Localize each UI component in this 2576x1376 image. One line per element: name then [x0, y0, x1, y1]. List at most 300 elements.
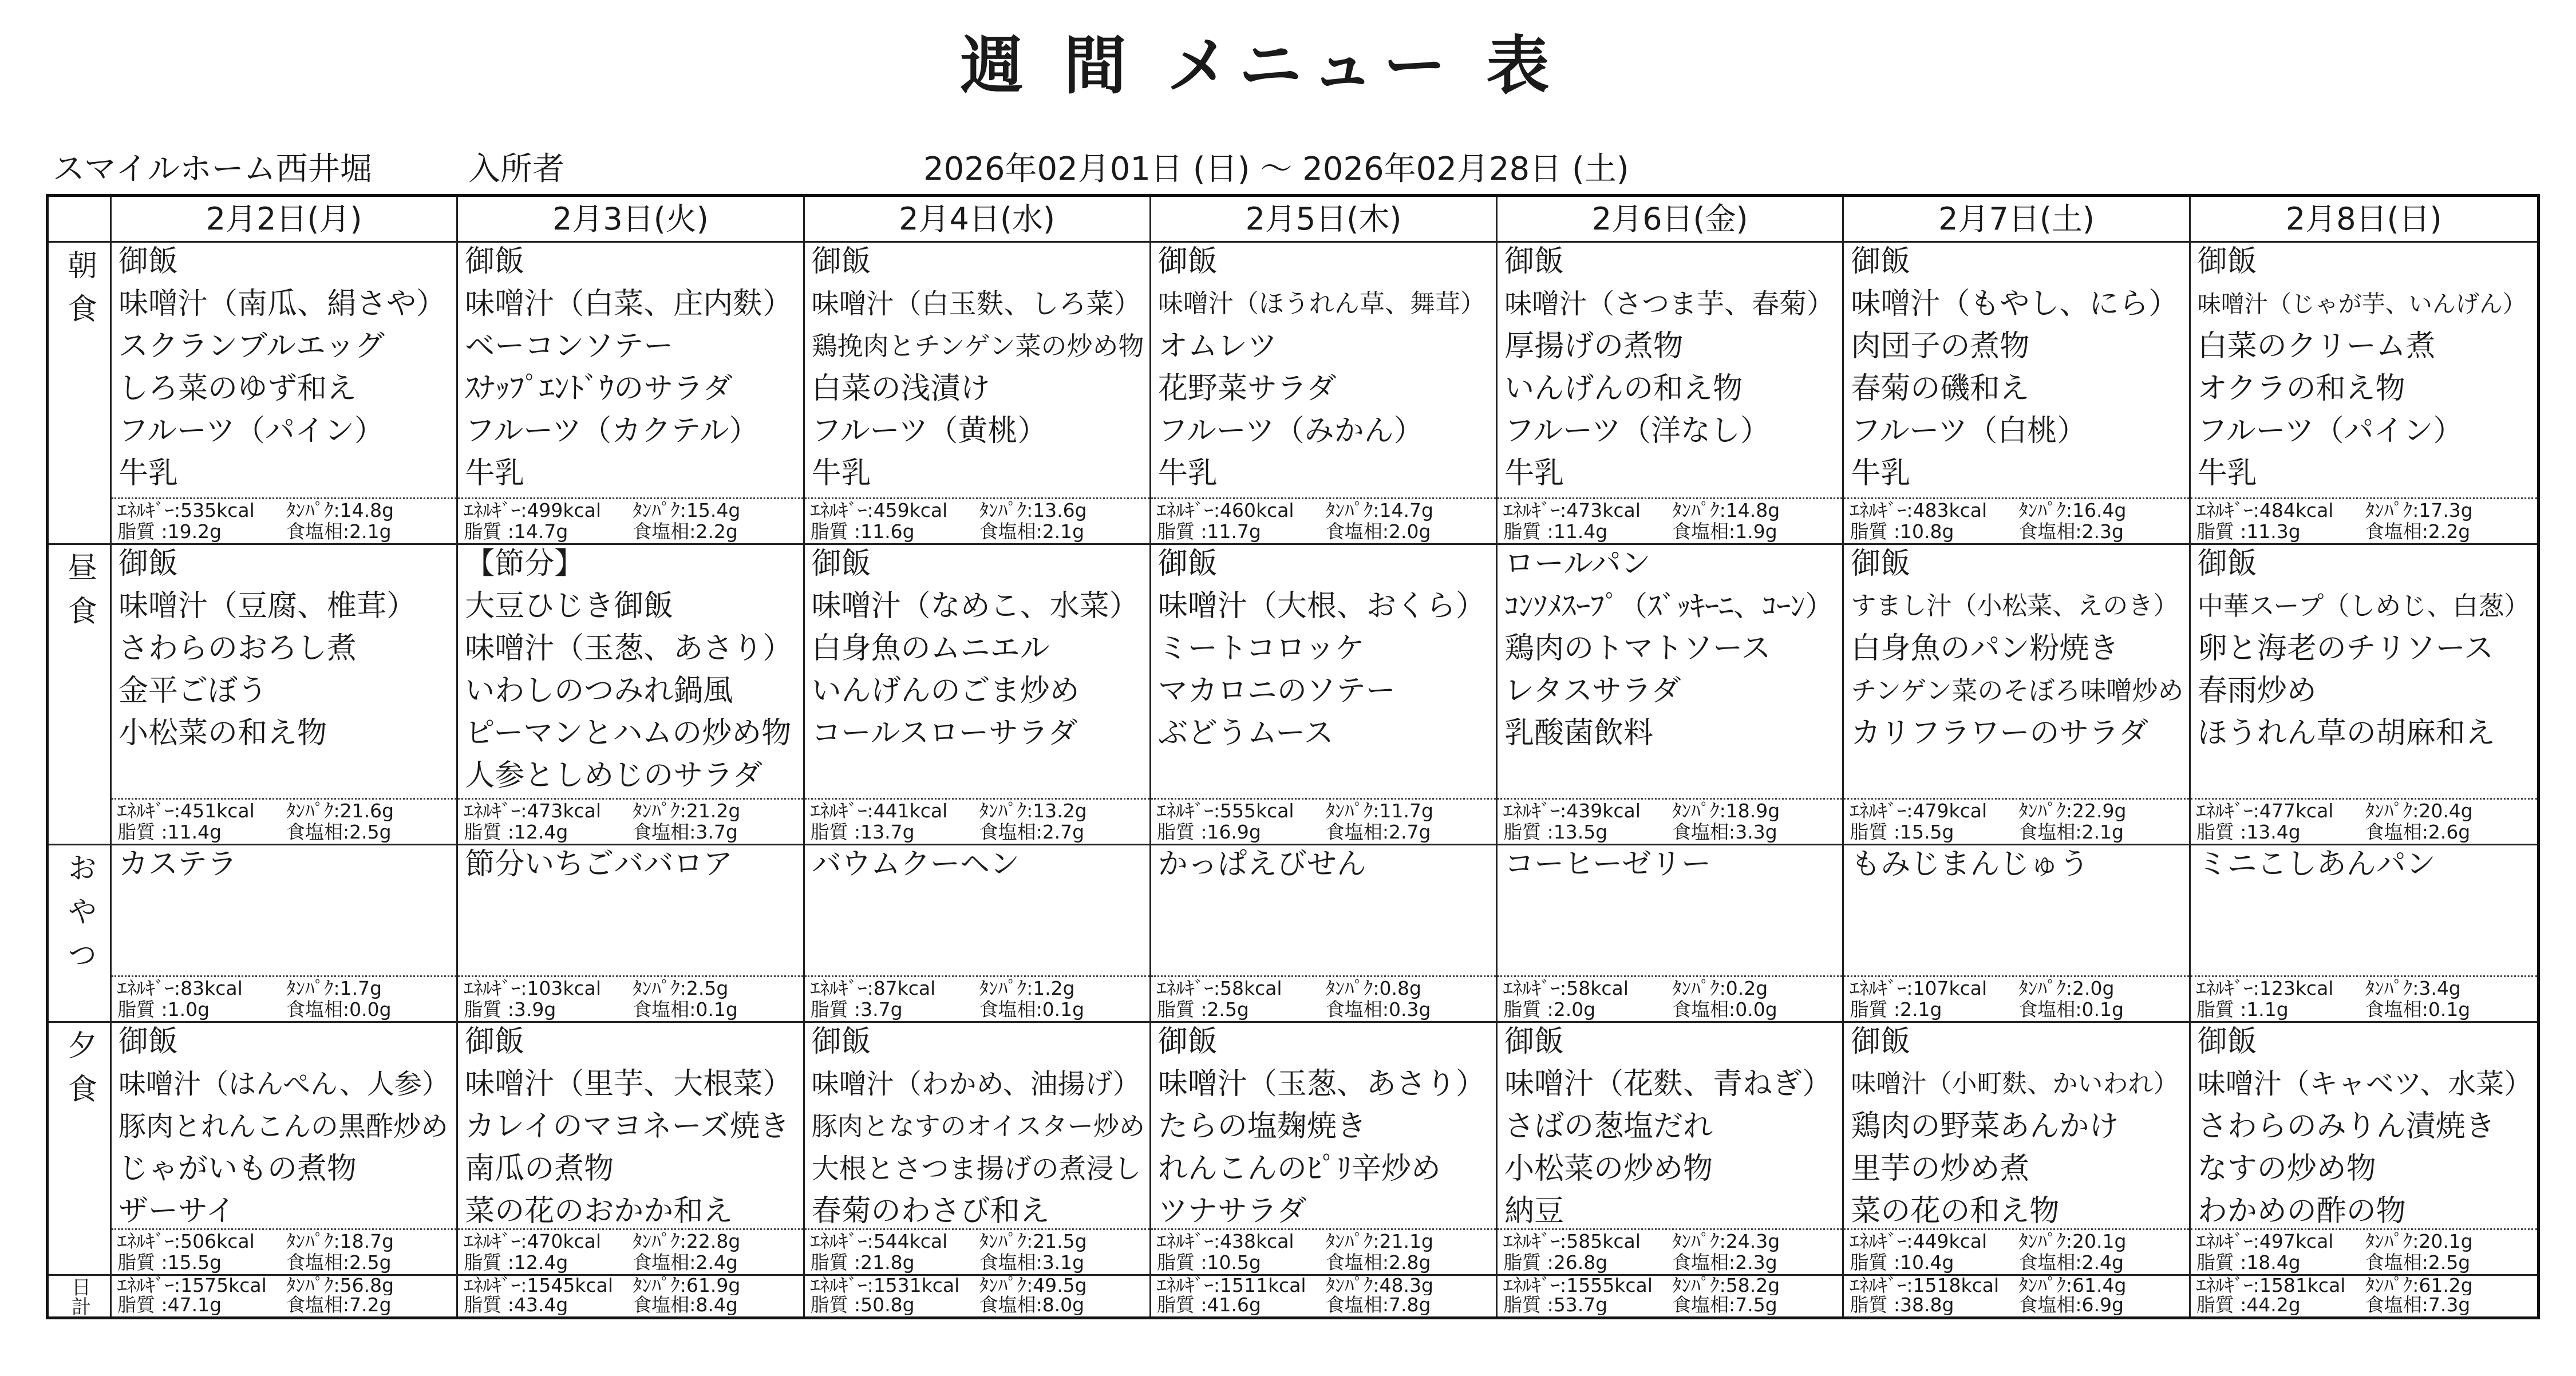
- protein-value: 13.2g: [1033, 800, 1087, 821]
- menu-item: 御飯: [2197, 244, 2257, 279]
- salt-entry: [979, 521, 1148, 542]
- fat-label: 脂質 :: [1156, 1295, 1207, 1315]
- nutrition-info: [2191, 497, 2537, 543]
- salt-value: 2.7g: [1388, 821, 1431, 843]
- energy-label: ｴﾈﾙｷﾞｰ:: [1850, 1276, 1913, 1295]
- nutrition-line: [458, 800, 803, 821]
- menu-item: ミニこしあんパン: [2197, 847, 2436, 881]
- energy-entry: [1850, 978, 2013, 999]
- page-title: 週 間 メニュー 表: [960, 29, 1559, 102]
- energy-entry: [2196, 1231, 2360, 1252]
- protein-entry: [633, 1231, 801, 1252]
- protein-entry: [979, 1231, 1148, 1252]
- fat-value: 12.4g: [513, 821, 568, 843]
- salt-value: 2.5g: [349, 1252, 392, 1273]
- daily-total-label-text: 日計: [68, 1277, 91, 1316]
- menu-item: 牛乳: [1504, 456, 1564, 491]
- protein-value: 14.8g: [339, 500, 394, 521]
- menu-item: 春雨炒め: [2197, 674, 2317, 708]
- nutrition-line: [1151, 1252, 1496, 1273]
- menu-item: 花野菜サラダ: [1157, 371, 1337, 406]
- salt-entry: [1326, 521, 1495, 542]
- energy-value: 1531kcal: [873, 1276, 960, 1295]
- fat-entry: [1157, 821, 1320, 843]
- menu-items: [1498, 1023, 1842, 1232]
- menu-items: [1151, 845, 1496, 885]
- menu-item: チンゲン菜のそぼろ味噌炒め: [1851, 675, 2184, 706]
- salt-label: 食塩相:: [1325, 521, 1389, 542]
- menu-item: しろ菜のゆず和え: [118, 371, 357, 406]
- protein-entry: [633, 500, 801, 521]
- energy-label: ｴﾈﾙｷﾞｰ:: [117, 978, 181, 999]
- protein-value: 61.2g: [2419, 1276, 2473, 1295]
- salt-entry: [979, 821, 1148, 843]
- energy-entry: [117, 1231, 280, 1252]
- menu-items: [112, 243, 456, 495]
- fat-label: 脂質 :: [1850, 521, 1901, 542]
- energy-value: 1581kcal: [2259, 1276, 2346, 1295]
- menu-item: 鶏肉の野菜あんかけ: [1851, 1109, 2119, 1144]
- salt-value: 2.6g: [2428, 821, 2471, 843]
- nutrition-info: [2191, 1228, 2537, 1274]
- protein-label: ﾀﾝﾊﾟｸ:: [2018, 1231, 2073, 1252]
- salt-entry: [2365, 821, 2534, 843]
- salt-entry: [633, 1252, 801, 1273]
- salt-value: 0.0g: [1735, 999, 1777, 1020]
- energy-label: ｴﾈﾙｷﾞｰ:: [810, 1231, 874, 1252]
- nutrition-info: [112, 497, 456, 543]
- energy-value: 479kcal: [1913, 800, 1988, 821]
- menu-item: カステラ: [118, 847, 237, 881]
- energy-entry: [2196, 800, 2360, 821]
- meal-cell: [1151, 243, 1498, 545]
- nutrition-line: [1498, 1276, 1842, 1295]
- energy-entry: [2196, 1276, 2360, 1295]
- protein-entry: [2365, 1231, 2534, 1252]
- menu-item: 牛乳: [811, 456, 871, 491]
- nutrition-line: [2191, 1295, 2537, 1315]
- protein-label: ﾀﾝﾊﾟｸ:: [1325, 1231, 1380, 1252]
- protein-value: 0.2g: [1725, 978, 1768, 999]
- salt-value: 6.9g: [2081, 1295, 2124, 1315]
- protein-label: ﾀﾝﾊﾟｸ:: [2018, 500, 2073, 521]
- energy-value: 1518kcal: [1913, 1276, 2000, 1295]
- salt-label: 食塩相:: [979, 1252, 1042, 1273]
- menu-item: ぶどうムース: [1157, 716, 1334, 750]
- menu-item: 小松菜の炒め物: [1504, 1152, 1713, 1186]
- nutrition-line: [1151, 1276, 1496, 1295]
- salt-value: 2.0g: [1388, 521, 1431, 542]
- fat-value: 47.1g: [167, 1295, 222, 1315]
- nutrition-info: [112, 975, 456, 1021]
- protein-entry: [2018, 978, 2187, 999]
- protein-value: 21.2g: [686, 800, 741, 821]
- nutrition-line: [805, 521, 1149, 542]
- energy-value: 470kcal: [527, 1231, 602, 1252]
- energy-value: 585kcal: [1566, 1231, 1641, 1252]
- fat-entry: [1850, 1295, 2013, 1315]
- protein-entry: [2365, 500, 2534, 521]
- protein-entry: [286, 1276, 455, 1295]
- nutrition-line: [1151, 999, 1496, 1020]
- energy-label: ｴﾈﾙｷﾞｰ:: [1850, 1231, 1913, 1252]
- energy-entry: [1503, 500, 1666, 521]
- fat-entry: [1503, 1252, 1666, 1273]
- energy-entry: [117, 978, 280, 999]
- nutrition-line: [805, 1276, 1149, 1295]
- energy-entry: [1503, 800, 1666, 821]
- salt-value: 2.5g: [2428, 1252, 2471, 1273]
- energy-label: ｴﾈﾙｷﾞｰ:: [1850, 800, 1913, 821]
- meal-cell: [1151, 545, 1498, 845]
- nutrition-info: [458, 798, 803, 844]
- salt-value: 0.1g: [2081, 999, 2124, 1020]
- energy-entry: [1157, 978, 1320, 999]
- protein-value: 15.4g: [686, 500, 741, 521]
- menu-item: 御飯: [1851, 547, 1911, 581]
- day-header: 2月2日(月): [112, 197, 458, 243]
- salt-label: 食塩相:: [979, 821, 1042, 843]
- fat-value: 3.9g: [513, 999, 556, 1020]
- salt-value: 2.4g: [696, 1252, 738, 1273]
- menu-item: ほうれん草の胡麻和え: [2197, 716, 2495, 750]
- energy-entry: [2196, 500, 2360, 521]
- protein-label: ﾀﾝﾊﾟｸ:: [2365, 800, 2419, 821]
- fat-label: 脂質 :: [117, 521, 168, 542]
- fat-label: 脂質 :: [117, 1295, 168, 1315]
- nutrition-line: [1844, 800, 2188, 821]
- menu-item: さばの葱塩だれ: [1504, 1109, 1713, 1144]
- salt-label: 食塩相:: [979, 1295, 1042, 1315]
- menu-item: カリフラワーのサラダ: [1851, 716, 2148, 750]
- menu-item: 御飯: [2197, 547, 2257, 581]
- protein-label: ﾀﾝﾊﾟｸ:: [1672, 500, 1726, 521]
- menu-item: レタスサラダ: [1504, 674, 1681, 708]
- nutrition-line: [1844, 1252, 2188, 1273]
- salt-value: 2.2g: [696, 521, 738, 542]
- nutrition-line: [805, 1252, 1149, 1273]
- menu-item: 白菜の浅漬け: [811, 371, 990, 406]
- nutrition-info: [112, 1276, 456, 1316]
- protein-value: 2.5g: [686, 978, 729, 999]
- menu-item: 牛乳: [1157, 456, 1218, 491]
- protein-value: 16.4g: [2072, 500, 2127, 521]
- nutrition-line: [1498, 521, 1842, 542]
- menu-item: 御飯: [811, 547, 871, 581]
- menu-item: 味噌汁（花麩、青ねぎ）: [1504, 1067, 1832, 1101]
- energy-entry: [1157, 1231, 1320, 1252]
- menu-item: カレイのマヨネーズ焼き: [465, 1109, 790, 1144]
- energy-label: ｴﾈﾙｷﾞｰ:: [117, 800, 181, 821]
- menu-item: 南瓜の煮物: [465, 1152, 614, 1186]
- meal-cell: [1151, 1023, 1498, 1276]
- salt-label: 食塩相:: [1325, 1295, 1389, 1315]
- nutrition-line: [805, 999, 1149, 1020]
- salt-label: 食塩相:: [286, 1252, 350, 1273]
- menu-item: 肉団子の煮物: [1851, 329, 2030, 363]
- menu-items: [1151, 1023, 1496, 1232]
- daily-total-cell: [112, 1276, 458, 1316]
- meal-cell: [2191, 1023, 2537, 1276]
- fat-entry: [811, 1295, 974, 1315]
- meal-label-text: 朝食: [62, 250, 97, 337]
- salt-label: 食塩相:: [1672, 821, 1736, 843]
- salt-label: 食塩相:: [1672, 1252, 1736, 1273]
- salt-value: 0.1g: [2428, 999, 2471, 1020]
- menu-item: 牛乳: [118, 456, 179, 491]
- menu-items: [1844, 545, 2188, 754]
- menu-item: 味噌汁（わかめ、油揚げ）: [811, 1068, 1140, 1100]
- menu-item: 白身魚のムニエル: [811, 631, 1050, 666]
- nutrition-line: [1844, 978, 2188, 999]
- energy-label: ｴﾈﾙｷﾞｰ:: [1156, 1276, 1220, 1295]
- menu-item: いわしのつみれ鍋風: [465, 674, 733, 708]
- salt-value: 2.5g: [349, 821, 392, 843]
- fat-entry: [1503, 999, 1666, 1020]
- salt-value: 2.3g: [1735, 1252, 1777, 1273]
- meal-cell: [112, 845, 458, 1023]
- meal-cell: [112, 1023, 458, 1276]
- menu-item: 御飯: [465, 1025, 525, 1059]
- menu-item: いんげんのごま炒め: [811, 674, 1080, 708]
- fat-value: 2.5g: [1207, 999, 1249, 1020]
- nutrition-line: [805, 978, 1149, 999]
- menu-item: オクラの和え物: [2197, 371, 2405, 406]
- fat-entry: [117, 1252, 280, 1273]
- nutrition-line: [458, 821, 803, 843]
- menu-item: 小松菜の和え物: [118, 716, 327, 750]
- menu-item: オムレツ: [1157, 329, 1277, 363]
- menu-item: マカロニのソテー: [1157, 674, 1396, 708]
- energy-value: 477kcal: [2259, 800, 2334, 821]
- energy-label: ｴﾈﾙｷﾞｰ:: [464, 500, 527, 521]
- energy-entry: [464, 1276, 627, 1295]
- nutrition-line: [1498, 978, 1842, 999]
- protein-label: ﾀﾝﾊﾟｸ:: [979, 800, 1033, 821]
- fat-entry: [464, 821, 627, 843]
- nutrition-line: [112, 999, 456, 1020]
- protein-entry: [979, 500, 1148, 521]
- meal-cell: [1498, 1023, 1844, 1276]
- energy-label: ｴﾈﾙｷﾞｰ:: [1156, 978, 1220, 999]
- fat-entry: [117, 1295, 280, 1315]
- energy-entry: [1850, 800, 2013, 821]
- energy-entry: [1850, 1276, 2013, 1295]
- energy-label: ｴﾈﾙｷﾞｰ:: [1503, 1231, 1567, 1252]
- energy-entry: [464, 500, 627, 521]
- fat-value: 3.7g: [860, 999, 903, 1020]
- fat-entry: [811, 821, 974, 843]
- menu-item: じゃがいもの煮物: [118, 1152, 357, 1186]
- protein-value: 58.2g: [1725, 1276, 1780, 1295]
- salt-entry: [633, 521, 801, 542]
- menu-table: [46, 194, 2540, 1319]
- protein-label: ﾀﾝﾊﾟｸ:: [1325, 978, 1380, 999]
- fat-label: 脂質 :: [1503, 1295, 1554, 1315]
- nutrition-info: [458, 1228, 803, 1274]
- menu-item: ピーマンとハムの炒め物: [465, 716, 792, 750]
- salt-entry: [2018, 521, 2187, 542]
- nutrition-line: [1844, 821, 2188, 843]
- salt-value: 1.9g: [1735, 521, 1777, 542]
- day-header: 2月3日(火): [458, 197, 804, 243]
- nutrition-info: [458, 1276, 803, 1316]
- salt-label: 食塩相:: [286, 999, 350, 1020]
- energy-value: 123kcal: [2259, 978, 2334, 999]
- salt-value: 0.1g: [1042, 999, 1085, 1020]
- daily-total-cell: [2191, 1276, 2537, 1316]
- energy-label: ｴﾈﾙｷﾞｰ:: [1850, 500, 1913, 521]
- energy-entry: [1157, 500, 1320, 521]
- nutrition-line: [2191, 1276, 2537, 1295]
- nutrition-line: [112, 521, 456, 542]
- salt-label: 食塩相:: [633, 1295, 696, 1315]
- meal-cell: [1844, 845, 2190, 1023]
- protein-label: ﾀﾝﾊﾟｸ:: [2018, 1276, 2073, 1295]
- energy-label: ｴﾈﾙｷﾞｰ:: [1156, 800, 1220, 821]
- salt-label: 食塩相:: [633, 821, 696, 843]
- energy-entry: [811, 1231, 974, 1252]
- fat-entry: [811, 1252, 974, 1273]
- menu-item: 御飯: [1504, 1025, 1564, 1059]
- fat-value: 43.4g: [513, 1295, 568, 1315]
- menu-items: [458, 243, 803, 495]
- menu-item: 豚肉とれんこんの黒酢炒め: [118, 1110, 449, 1142]
- fat-entry: [464, 1295, 627, 1315]
- fat-label: 脂質 :: [464, 999, 514, 1020]
- protein-entry: [1672, 1231, 1841, 1252]
- energy-value: 438kcal: [1219, 1231, 1294, 1252]
- protein-value: 14.8g: [1725, 500, 1780, 521]
- menu-item: 味噌汁（豆腐、椎茸）: [118, 589, 417, 623]
- energy-label: ｴﾈﾙｷﾞｰ:: [2196, 1276, 2259, 1295]
- salt-label: 食塩相:: [2018, 1252, 2082, 1273]
- protein-value: 11.7g: [1379, 800, 1433, 821]
- fat-value: 10.8g: [1900, 521, 1954, 542]
- protein-label: ﾀﾝﾊﾟｸ:: [286, 978, 340, 999]
- protein-label: ﾀﾝﾊﾟｸ:: [2018, 978, 2073, 999]
- nutrition-info: [1151, 497, 1496, 543]
- salt-value: 0.1g: [696, 999, 738, 1020]
- meal-cell: [805, 1023, 1151, 1276]
- energy-entry: [117, 1276, 280, 1295]
- menu-item: 大根とさつま揚げの煮浸し: [811, 1153, 1141, 1185]
- meal-cell: [1844, 1023, 2190, 1276]
- menu-item: ｽﾅｯﾌﾟｴﾝﾄﾞｳのサラダ: [465, 371, 733, 406]
- salt-label: 食塩相:: [2365, 1252, 2428, 1273]
- energy-value: 555kcal: [1219, 800, 1294, 821]
- menu-items: [1844, 845, 2188, 885]
- nutrition-line: [1844, 521, 2188, 542]
- energy-label: ｴﾈﾙｷﾞｰ:: [464, 1276, 527, 1295]
- menu-items: [1151, 545, 1496, 754]
- menu-item: 味噌汁（じゃが芋、いんげん）: [2197, 290, 2526, 318]
- fat-entry: [2196, 1295, 2360, 1315]
- protein-entry: [2365, 978, 2534, 999]
- menu-items: [805, 243, 1149, 495]
- menu-item: ベーコンソテー: [465, 329, 674, 363]
- menu-item: コーヒーゼリー: [1504, 847, 1712, 881]
- menu-items: [805, 1023, 1149, 1232]
- fat-entry: [1157, 999, 1320, 1020]
- menu-item: 春菊のわさび和え: [811, 1194, 1050, 1228]
- salt-label: 食塩相:: [286, 1295, 350, 1315]
- menu-item: 味噌汁（南瓜、絹さや）: [118, 287, 447, 321]
- menu-item: 乳酸菌飲料: [1504, 716, 1654, 750]
- energy-label: ｴﾈﾙｷﾞｰ:: [2196, 978, 2259, 999]
- nutrition-info: [1498, 1276, 1842, 1316]
- energy-entry: [1503, 1231, 1666, 1252]
- nutrition-line: [458, 999, 803, 1020]
- protein-label: ﾀﾝﾊﾟｸ:: [286, 1231, 340, 1252]
- energy-value: 441kcal: [873, 800, 948, 821]
- protein-label: ﾀﾝﾊﾟｸ:: [1325, 1276, 1380, 1295]
- salt-entry: [1672, 999, 1841, 1020]
- menu-item: れんこんのﾋﾟﾘ辛炒め: [1157, 1152, 1441, 1186]
- menu-item: 御飯: [2197, 1025, 2257, 1059]
- fat-value: 19.2g: [167, 521, 222, 542]
- fat-entry: [1850, 521, 2013, 542]
- energy-label: ｴﾈﾙｷﾞｰ:: [117, 1231, 181, 1252]
- meal-cell: [805, 545, 1151, 845]
- salt-value: 3.1g: [1042, 1252, 1085, 1273]
- meal-cell: [1498, 845, 1844, 1023]
- meal-cell: [805, 243, 1151, 545]
- nutrition-info: [1844, 497, 2188, 543]
- fat-entry: [1850, 999, 2013, 1020]
- menu-item: さわらのおろし煮: [118, 631, 357, 666]
- protein-value: 61.9g: [686, 1276, 741, 1295]
- protein-value: 0.8g: [1379, 978, 1421, 999]
- nutrition-line: [458, 1295, 803, 1315]
- salt-entry: [2365, 1252, 2534, 1273]
- fat-value: 21.8g: [860, 1252, 915, 1273]
- energy-value: 451kcal: [180, 800, 255, 821]
- energy-label: ｴﾈﾙｷﾞｰ:: [810, 1276, 874, 1295]
- salt-value: 2.1g: [1042, 521, 1085, 542]
- menu-item: 菜の花のおかか和え: [465, 1194, 733, 1228]
- nutrition-line: [805, 821, 1149, 843]
- protein-label: ﾀﾝﾊﾟｸ:: [2365, 1231, 2419, 1252]
- nutrition-line: [1498, 500, 1842, 521]
- nutrition-line: [1151, 821, 1496, 843]
- nutrition-info: [1498, 975, 1842, 1021]
- protein-value: 61.4g: [2072, 1276, 2127, 1295]
- nutrition-info: [1151, 1228, 1496, 1274]
- nutrition-line: [1151, 800, 1496, 821]
- fat-entry: [1850, 1252, 2013, 1273]
- nutrition-line: [1844, 1231, 2188, 1252]
- energy-value: 459kcal: [873, 500, 948, 521]
- menu-item: 味噌汁（なめこ、水菜）: [811, 589, 1139, 623]
- fat-label: 脂質 :: [1850, 821, 1901, 843]
- fat-value: 14.7g: [513, 521, 568, 542]
- fat-entry: [1157, 1252, 1320, 1273]
- energy-value: 87kcal: [873, 978, 936, 999]
- protein-entry: [2365, 800, 2534, 821]
- nutrition-info: [805, 497, 1149, 543]
- protein-value: 20.1g: [2419, 1231, 2473, 1252]
- salt-entry: [1672, 521, 1841, 542]
- menu-item: たらの塩麹焼き: [1157, 1109, 1366, 1144]
- energy-entry: [1157, 1276, 1320, 1295]
- fat-entry: [117, 821, 280, 843]
- protein-value: 1.7g: [339, 978, 382, 999]
- fat-entry: [117, 521, 280, 542]
- menu-items: [1498, 243, 1842, 495]
- salt-entry: [2018, 1252, 2187, 1273]
- energy-value: 103kcal: [527, 978, 602, 999]
